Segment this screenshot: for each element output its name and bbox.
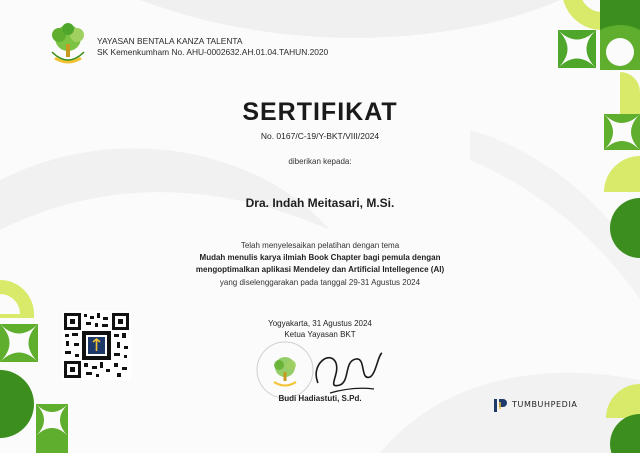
organization-name: YAYASAN BENTALA KANZA TALENTA [97,36,243,46]
training-date-text: yang diselenggarakan pada tanggal 29-31 Agustus 2024 [219,278,421,287]
partner-name: TUMBUHPEDIA [512,400,578,409]
given-to-text: diberikan kepada: [288,157,352,166]
recipient-name: Dra. Indah Meitasari, M.Si. [245,196,395,210]
training-topic-line-2: mengoptimalkan aplikasi Mendeley dan Artificial Intellegence (AI) [195,265,445,274]
training-topic-line-1: Mudah menulis karya ilmiah Book Chapter bagi pemula dengan [199,253,441,262]
organization-decree: SK Kemenkumham No. AHU-0002632.AH.01.04.TAHUN.2020 [97,47,329,57]
signer-role: Ketua Yayasan BKT [284,330,356,339]
certificate-number: No. 0167/C-19/Y-BKT/VIII/2024 [260,131,380,141]
signer-name: Budi Hadiastuti, S.Pd. [278,394,362,403]
certificate-title: SERTIFIKAT [242,98,398,126]
bottom-left-decoration [0,280,68,453]
tumbuhpedia-logo-icon [492,396,510,414]
yayasan-tree-logo [47,22,89,68]
organization-header [97,36,328,58]
completion-text: Telah menyelesaikan pelatihan dengan tema [240,241,400,250]
handwritten-signature [300,343,390,401]
signing-place-date: Yogyakarta, 31 Agustus 2024 [268,319,372,328]
